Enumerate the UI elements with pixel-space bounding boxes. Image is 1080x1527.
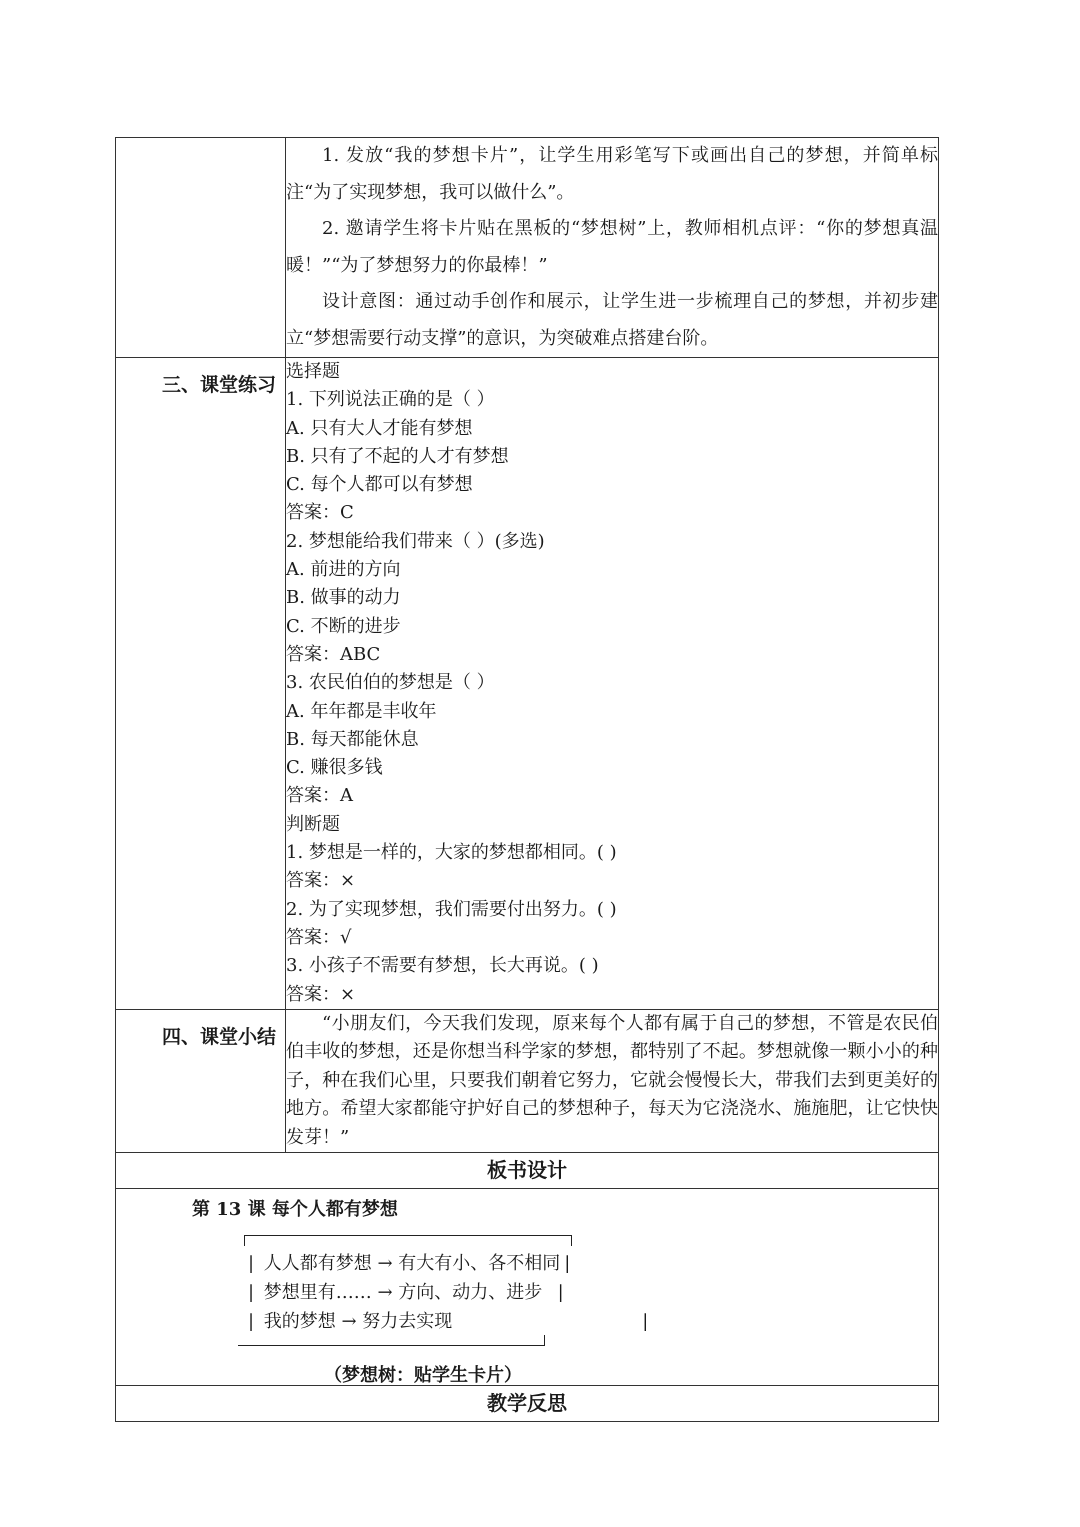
- board-line-3: | 我的梦想 → 努力去实现 |: [247, 1311, 649, 1333]
- exercise-line: 答案：ABC: [286, 643, 381, 665]
- exercise-line: 1. 梦想是一样的，大家的梦想都相同。( ): [286, 842, 617, 864]
- section-2-content-cell: [286, 138, 939, 358]
- row-reflection-header: [116, 1386, 939, 1422]
- exercise-line: 答案：√: [286, 926, 352, 948]
- section-4-label-cell: [116, 1009, 286, 1153]
- exercise-line: 2. 梦想能给我们带来（ ）(多选): [286, 530, 545, 552]
- exercise-line: 答案：A: [286, 785, 353, 807]
- exercise-line: B. 每天都能休息: [286, 728, 419, 750]
- board-line-1: | 人人都有梦想 → 有大有小、各不相同 |: [247, 1253, 571, 1275]
- board-title: 第 13 课 每个人都有梦想: [192, 1199, 398, 1221]
- exercise-line: C. 不断的进步: [286, 615, 401, 637]
- exercise-line: 1. 下列说法正确的是（ ）: [286, 389, 495, 411]
- exercise-line: 3. 农民伯伯的梦想是（ ）: [286, 672, 495, 694]
- exercise-line: 3. 小孩子不需要有梦想，长大再说。( ): [286, 955, 599, 977]
- board-caption: （梦想树：贴学生卡片）: [324, 1365, 522, 1387]
- section-2-design-intent: 设计意图：通过动手创作和展示，让学生进一步梳理自己的梦想，并初步建立“梦想需要行动支撑”的意识，为突破难点搭建台阶。: [286, 291, 938, 349]
- exercise-line: 2. 为了实现梦想，我们需要付出努力。( ): [286, 898, 617, 920]
- section-3-label: 三、课堂练习: [162, 374, 277, 396]
- board-line-3-text: 我的梦想 → 努力去实现: [263, 1311, 453, 1333]
- section-2-label-cell: [116, 138, 286, 358]
- exercise-line: 答案：C: [286, 502, 354, 524]
- section-2-paragraph-1: 1. 发放“我的梦想卡片”，让学生用彩笔写下或画出自己的梦想，并简单标注“为了实现梦想，我可以做什么”。: [286, 145, 938, 203]
- board-bottom-bracket: [238, 1335, 545, 1346]
- section-4-label: 四、课堂小结: [162, 1025, 277, 1048]
- board-line-1-text: 人人都有梦想 → 有大有小、各不相同: [263, 1253, 561, 1275]
- section-4-content-cell: [286, 1009, 939, 1153]
- row-section-3: [116, 358, 939, 1010]
- board-design-header: 板书设计: [116, 1153, 939, 1189]
- row-board-header: [116, 1153, 939, 1189]
- reflection-header: 教学反思: [116, 1386, 939, 1422]
- board-line-2-text: 梦想里有…… → 方向、动力、进步: [263, 1282, 543, 1304]
- board-line-2: | 梦想里有…… → 方向、动力、进步 |: [247, 1282, 564, 1304]
- exercise-line: A. 只有大人才能有梦想: [286, 417, 473, 439]
- row-board-content: [116, 1189, 939, 1386]
- board-top-bracket: [244, 1235, 572, 1246]
- exercise-line: A. 年年都是丰收年: [286, 700, 437, 722]
- exercise-line: C. 每个人都可以有梦想: [286, 474, 473, 496]
- section-3-label-cell: [116, 358, 286, 1010]
- exercise-line: B. 只有了不起的人才有梦想: [286, 445, 509, 467]
- board-design-cell: [116, 1189, 939, 1386]
- exercise-line: 答案：×: [286, 870, 356, 892]
- exercise-line: 判断题: [286, 813, 340, 835]
- row-section-4: [116, 1009, 939, 1153]
- exercise-line: B. 做事的动力: [286, 587, 401, 609]
- exercise-line: 答案：×: [286, 983, 356, 1005]
- exercise-line: A. 前进的方向: [286, 559, 401, 581]
- exercise-line: C. 赚很多钱: [286, 757, 383, 779]
- exercise-line: 选择题: [286, 361, 340, 382]
- section-2-paragraph-2: 2. 邀请学生将卡片贴在黑板的“梦想树”上，教师相机点评：“你的梦想真温暖！”“为了梦想努力的你最棒！”: [286, 218, 938, 276]
- row-section-2: [116, 138, 939, 358]
- lesson-plan-table: [115, 137, 939, 1422]
- section-4-summary-text: “小朋友们，今天我们发现，原来每个人都有属于自己的梦想，不管是农民伯伯丰收的梦想，还是你想当科学家的梦想，都特别了不起。梦想就像一颗小小的种子，种在我们心里，只要我们朝着它努力，它就会慢慢长大，带我们去到更美好的地方。希望大家都能守护好自己的梦想种子，每天为它浇浇水、施施肥，让它快快发芽！”: [286, 1012, 938, 1148]
- section-3-content-cell: [286, 358, 939, 1010]
